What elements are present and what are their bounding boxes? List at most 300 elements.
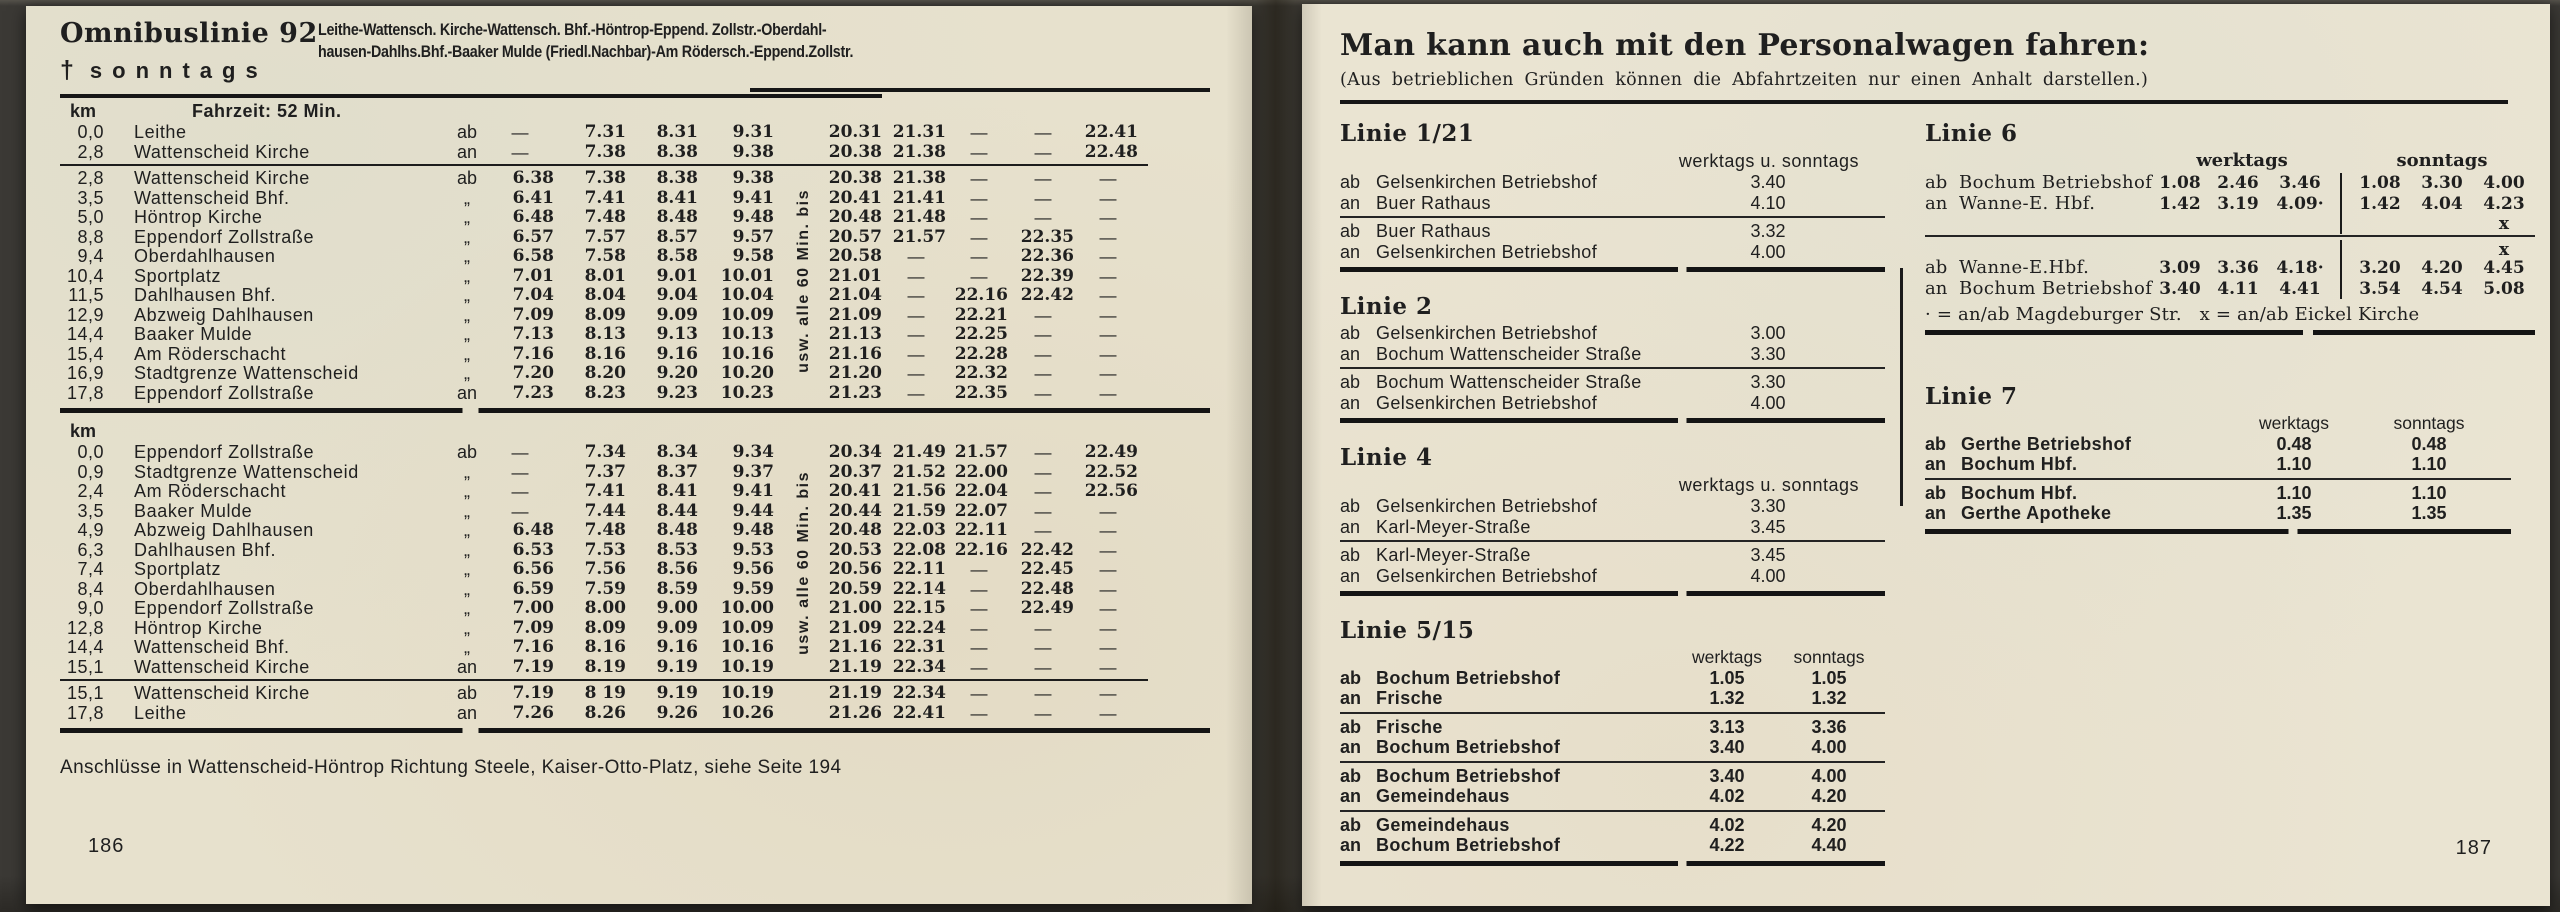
line-block bbox=[1340, 444, 1885, 596]
time-cell: — bbox=[1099, 618, 1117, 638]
time-cell: 8.19 bbox=[584, 656, 626, 677]
time-cell: 4.23 bbox=[2483, 193, 2525, 214]
time-cell: 22.35 bbox=[954, 382, 1008, 403]
direction-marker: „ bbox=[464, 324, 470, 344]
time-cell: 20.58 bbox=[828, 246, 882, 266]
direction-marker: „ bbox=[464, 226, 470, 247]
time-cell: 21.16 bbox=[828, 637, 882, 657]
table-row bbox=[1340, 815, 1885, 836]
table-row bbox=[1340, 344, 1885, 365]
time-cell: 21.57 bbox=[892, 226, 946, 247]
route-line-1: Leithe-Wattensch. Kirche-Wattensch. Bhf.-Höntrop-Eppend. Zollstr.-Oberdahl- bbox=[318, 20, 827, 39]
direction-marker: an bbox=[1340, 343, 1361, 364]
time-cell: — bbox=[1099, 286, 1117, 305]
group-divider bbox=[1925, 478, 2511, 480]
footnote: · = an/ab Magdeburger Str. x = an/ab Eickel Kirche bbox=[1925, 304, 2420, 325]
time-cell: 7.38 bbox=[584, 141, 626, 162]
time-cell: 9.16 bbox=[656, 343, 698, 364]
station-name: Wanne-E. Hbf. bbox=[1959, 192, 2096, 214]
time-cell: 0.48 bbox=[2411, 433, 2447, 454]
direction-marker: ab bbox=[456, 683, 478, 703]
station-name: Wattenscheid Kirche bbox=[134, 141, 310, 162]
km-value: 6,3 bbox=[77, 539, 104, 560]
time-cell: 4.04 bbox=[2421, 193, 2463, 214]
time-cell: 10.23 bbox=[720, 382, 774, 403]
time-cell: 3.30 bbox=[1750, 372, 1786, 392]
time-cell: — bbox=[1099, 227, 1117, 247]
table-row bbox=[60, 482, 1252, 502]
time-cell: — bbox=[1034, 383, 1052, 403]
timetable-section bbox=[60, 420, 1252, 723]
time-cell: — bbox=[907, 305, 925, 325]
time-cell: 9.09 bbox=[656, 617, 698, 638]
time-cell: 4.54 bbox=[2421, 278, 2463, 299]
table-row bbox=[1340, 766, 1885, 787]
time-cell: 8.20 bbox=[584, 363, 626, 383]
time-cell: 2.46 bbox=[2217, 173, 2259, 193]
timetable-block bbox=[60, 443, 1252, 677]
time-cell: — bbox=[907, 383, 925, 403]
time-cell: — bbox=[1099, 579, 1117, 599]
time-cell: 21.38 bbox=[892, 168, 946, 188]
table-row bbox=[1340, 737, 1885, 758]
time-cell: 22.41 bbox=[892, 702, 946, 723]
time-cell: — bbox=[1099, 684, 1117, 703]
time-cell: 4.00 bbox=[2483, 173, 2525, 193]
station-name: Baaker Mulde bbox=[134, 324, 253, 344]
km-value: 11,5 bbox=[68, 285, 104, 305]
time-cell: 20.44 bbox=[828, 500, 882, 521]
time-cell: 8.44 bbox=[656, 500, 698, 521]
sonntags-label bbox=[60, 56, 312, 85]
km-value: 16,9 bbox=[66, 363, 104, 383]
time-cell: 9.26 bbox=[656, 702, 698, 723]
time-cell: 1.10 bbox=[2276, 482, 2312, 503]
km-value: 8,4 bbox=[77, 578, 104, 599]
time-cell: 7.37 bbox=[584, 461, 626, 482]
station-name: Wattenscheid Bhf. bbox=[134, 637, 290, 657]
time-cell: — bbox=[970, 579, 988, 599]
time-cell: 21.19 bbox=[828, 683, 882, 703]
table-row bbox=[60, 638, 1252, 658]
time-cell: 22.24 bbox=[892, 617, 946, 638]
time-cell: — bbox=[907, 364, 925, 383]
heavy-divider bbox=[1340, 861, 1885, 866]
section-divider bbox=[60, 408, 1210, 413]
km-value: 3,5 bbox=[77, 500, 104, 521]
time-cell: 21.09 bbox=[828, 617, 882, 638]
table-row bbox=[1340, 668, 1885, 689]
time-cell: — bbox=[1034, 123, 1052, 142]
time-cell: 3.45 bbox=[1750, 545, 1786, 565]
time-cell: — bbox=[1099, 188, 1117, 208]
station-name: Oberdahlhausen bbox=[134, 246, 276, 266]
time-cell: 8.34 bbox=[656, 442, 698, 462]
time-cell: 7.20 bbox=[512, 363, 554, 383]
divider-segment bbox=[60, 94, 882, 98]
station-name: Gerthe Apotheke bbox=[1961, 503, 2112, 523]
station-name: Eppendorf Zollstraße bbox=[134, 382, 315, 403]
heavy-divider bbox=[1925, 330, 2535, 335]
time-cell: 10.09 bbox=[720, 617, 774, 638]
time-cell: — bbox=[1099, 638, 1117, 657]
time-cell: 1.32 bbox=[1811, 688, 1847, 708]
station-name: Abzweig Dahlhausen bbox=[134, 304, 314, 325]
time-cell: 7.56 bbox=[584, 559, 626, 579]
direction-marker: ab bbox=[1340, 172, 1361, 192]
direction-marker: ab bbox=[1340, 765, 1362, 786]
time-cell: 21.26 bbox=[828, 702, 882, 723]
group-divider bbox=[1340, 810, 1885, 812]
direction-marker: „ bbox=[464, 539, 470, 560]
time-cell: 7.48 bbox=[584, 520, 626, 540]
km-value: 15,1 bbox=[66, 656, 104, 677]
time-cell: — bbox=[511, 462, 529, 482]
direction-marker: ab bbox=[456, 122, 478, 142]
time-cell: — bbox=[1099, 383, 1117, 403]
time-cell: 22.25 bbox=[954, 324, 1008, 344]
empty-cell bbox=[2267, 214, 2333, 234]
time-cell: 3.00 bbox=[1750, 323, 1786, 343]
station-name: Gelsenkirchen Betriebshof bbox=[1376, 392, 1598, 413]
table-row bbox=[60, 541, 1252, 561]
rotated-note bbox=[782, 454, 826, 671]
time-cell: 4.22 bbox=[1709, 835, 1745, 855]
table-row bbox=[60, 560, 1252, 580]
km-value: 5,0 bbox=[77, 207, 104, 227]
station-name: Gelsenkirchen Betriebshof bbox=[1376, 565, 1598, 586]
station-name: Bochum Betriebshof bbox=[1376, 737, 1561, 757]
table-row bbox=[60, 208, 1252, 228]
page-right bbox=[1302, 4, 2550, 906]
title-block bbox=[60, 18, 318, 85]
time-cell: 8.23 bbox=[584, 382, 626, 403]
header-divider bbox=[1340, 100, 2508, 104]
time-cell: — bbox=[970, 123, 988, 142]
time-cell: 4.40 bbox=[1811, 835, 1847, 855]
time-cell: 7.04 bbox=[512, 285, 554, 305]
station-name: Wattenscheid Kirche bbox=[134, 683, 310, 703]
station-name: Bochum Hbf. bbox=[1961, 454, 2078, 474]
table-row bbox=[60, 384, 1252, 404]
direction-marker: „ bbox=[464, 559, 470, 579]
direction-marker: an bbox=[1925, 454, 1947, 474]
time-cell: 21.23 bbox=[828, 382, 882, 403]
time-cell: 20.34 bbox=[828, 442, 882, 462]
time-cell: 21.04 bbox=[828, 285, 882, 305]
table-row bbox=[1925, 454, 2511, 475]
table-row bbox=[60, 684, 1252, 704]
werktags-header: werktags bbox=[1691, 647, 1763, 667]
km-header bbox=[60, 420, 1252, 443]
group-divider bbox=[1340, 216, 1885, 218]
spacer bbox=[1340, 647, 1376, 668]
time-cell: 8.16 bbox=[584, 637, 626, 657]
station-name: Gelsenkirchen Betriebshof bbox=[1376, 241, 1598, 262]
time-cell: 20.38 bbox=[828, 141, 882, 162]
time-cell: 1.05 bbox=[1709, 667, 1745, 688]
time-cell: 6.48 bbox=[512, 207, 554, 227]
time-cell: 1.35 bbox=[2411, 503, 2447, 523]
line-title: Linie 5/15 bbox=[1340, 617, 1475, 644]
time-cell: 22.16 bbox=[954, 539, 1008, 560]
time-cell: 7.09 bbox=[512, 304, 554, 325]
direction-marker: „ bbox=[464, 343, 470, 364]
time-cell: 9.00 bbox=[656, 598, 698, 618]
time-cell: 20.38 bbox=[828, 168, 882, 188]
table-row bbox=[1925, 279, 2535, 300]
time-cell: 4.18· bbox=[2276, 258, 2324, 278]
time-cell: — bbox=[1034, 208, 1052, 227]
table-row bbox=[60, 228, 1252, 248]
km-value: 0,9 bbox=[77, 461, 104, 482]
time-cell: — bbox=[1034, 638, 1052, 657]
sonntags-header: sonntags bbox=[1793, 647, 1865, 667]
time-cell: 8.09 bbox=[584, 304, 626, 325]
direction-marker: „ bbox=[464, 461, 470, 482]
direction-marker: ab bbox=[1340, 221, 1361, 241]
time-cell: — bbox=[1099, 247, 1117, 266]
line-title: Linie 4 bbox=[1340, 444, 1433, 471]
time-cell: 1.10 bbox=[2276, 454, 2312, 474]
x-marker-row bbox=[1925, 240, 2535, 258]
line-block bbox=[1925, 383, 2511, 534]
time-cell: 22.41 bbox=[1084, 122, 1138, 142]
time-cell: 4.11 bbox=[2217, 278, 2259, 299]
table-row bbox=[1340, 786, 1885, 807]
time-cell: 22.39 bbox=[1020, 265, 1074, 286]
station-name: Buer Rathaus bbox=[1376, 221, 1491, 241]
time-cell: 20.53 bbox=[828, 539, 882, 560]
direction-marker: „ bbox=[464, 637, 470, 657]
time-cell: 7.19 bbox=[512, 656, 554, 677]
table-row bbox=[1925, 194, 2535, 215]
time-cell: 3.36 bbox=[1811, 716, 1847, 737]
station-name: Wattenscheid Kirche bbox=[134, 168, 310, 188]
station-name: Bochum Betriebshof bbox=[1376, 765, 1561, 786]
time-cell: 9.38 bbox=[732, 168, 774, 188]
time-cell: — bbox=[1034, 703, 1052, 723]
table-row bbox=[1340, 393, 1885, 414]
time-cell: — bbox=[907, 286, 925, 305]
table-row bbox=[60, 521, 1252, 541]
time-cell: 4.00 bbox=[1811, 765, 1847, 786]
station-name: Baaker Mulde bbox=[134, 500, 253, 521]
time-cell: 10.19 bbox=[720, 683, 774, 703]
km-value: 15,4 bbox=[66, 343, 104, 364]
direction-marker: „ bbox=[464, 363, 470, 383]
line-block bbox=[1340, 120, 1885, 272]
heavy-divider bbox=[1925, 529, 2511, 534]
time-cell: 7.13 bbox=[512, 324, 554, 344]
empty-cell bbox=[2151, 214, 2209, 234]
time-cell: — bbox=[1034, 305, 1052, 325]
station-name: Bochum Betriebshof bbox=[1376, 667, 1561, 688]
time-cell: 22.49 bbox=[1084, 442, 1138, 462]
time-cell: — bbox=[1099, 657, 1117, 677]
direction-marker: ab bbox=[1340, 545, 1361, 565]
time-cell: 3.45 bbox=[1750, 516, 1786, 537]
time-cell: 1.10 bbox=[2411, 454, 2447, 474]
time-cell: — bbox=[970, 560, 988, 579]
time-cell: 20.56 bbox=[828, 559, 882, 579]
station-name: Stadtgrenze Wattenscheid bbox=[134, 363, 359, 383]
spacer bbox=[1925, 413, 1961, 434]
time-cell: 9.31 bbox=[732, 122, 774, 142]
time-cell: 9.38 bbox=[732, 141, 774, 162]
page-left bbox=[26, 6, 1252, 904]
table-row bbox=[1340, 717, 1885, 738]
page-title: Omnibuslinie 92 bbox=[60, 18, 318, 49]
empty-cell bbox=[2209, 240, 2267, 260]
time-cell: 8.41 bbox=[656, 187, 698, 208]
sonntags-header: sonntags bbox=[2393, 413, 2465, 433]
time-cell: 22.31 bbox=[892, 637, 946, 657]
left-page-header bbox=[60, 18, 1252, 85]
direction-marker: an bbox=[1340, 786, 1362, 806]
time-cell: 10.04 bbox=[720, 285, 774, 305]
time-cell: 22.48 bbox=[1084, 141, 1138, 162]
time-cell: 6.56 bbox=[512, 559, 554, 579]
km-value: 9,0 bbox=[77, 598, 104, 618]
direction-marker: an bbox=[1340, 392, 1361, 413]
heavy-divider bbox=[1340, 418, 1885, 423]
direction-marker: „ bbox=[464, 578, 470, 599]
werktags-header: werktags bbox=[2258, 413, 2330, 433]
time-cell: 8.48 bbox=[656, 207, 698, 227]
km-value: 17,8 bbox=[66, 382, 104, 403]
werktags-header: werktags bbox=[2196, 150, 2288, 171]
time-cell: — bbox=[970, 142, 988, 162]
time-cell: 4.00 bbox=[1750, 392, 1786, 413]
time-cell: 1.10 bbox=[2411, 482, 2447, 503]
time-cell: 9.58 bbox=[732, 246, 774, 266]
group-divider bbox=[1925, 235, 2535, 237]
time-cell: 9.44 bbox=[732, 500, 774, 521]
direction-marker: ab bbox=[1340, 372, 1361, 392]
time-cell: — bbox=[970, 703, 988, 723]
direction-marker: ab bbox=[1925, 172, 1948, 193]
time-cell: — bbox=[1099, 540, 1117, 560]
time-cell: 9.41 bbox=[732, 481, 774, 501]
table-row bbox=[1340, 835, 1885, 856]
time-cell: 3.36 bbox=[2217, 258, 2259, 278]
time-cell: 7.26 bbox=[512, 702, 554, 723]
time-cell: — bbox=[1034, 443, 1052, 462]
time-cell: 1.42 bbox=[2359, 193, 2401, 214]
km-value: 2,8 bbox=[77, 141, 104, 162]
time-cell: — bbox=[1099, 169, 1117, 188]
time-cell: 4.00 bbox=[1750, 241, 1786, 262]
table-row bbox=[1340, 517, 1885, 538]
time-cell: — bbox=[1099, 560, 1117, 579]
time-cell: 4.00 bbox=[1811, 737, 1847, 757]
time-cell: 7.38 bbox=[584, 168, 626, 188]
time-cell: 21.01 bbox=[828, 265, 882, 286]
empty-cell bbox=[1959, 214, 2151, 234]
divider-segment bbox=[750, 88, 1210, 92]
time-cell: — bbox=[907, 247, 925, 266]
station-name: Bochum Wattenscheider Straße bbox=[1376, 372, 1642, 392]
km-value: 17,8 bbox=[66, 702, 104, 723]
station-name: Gelsenkirchen Betriebshof bbox=[1376, 496, 1598, 516]
time-cell: — bbox=[1099, 599, 1117, 618]
time-cell: 7.58 bbox=[584, 246, 626, 266]
time-cell: — bbox=[970, 169, 988, 188]
timetable bbox=[60, 100, 1252, 733]
timetable-block bbox=[60, 123, 1252, 162]
time-cell: 8.09 bbox=[584, 617, 626, 638]
group-divider-bar bbox=[2340, 194, 2349, 215]
group-divider-bar bbox=[2340, 258, 2349, 279]
line-column-right bbox=[1925, 120, 2535, 887]
time-cell: 22.04 bbox=[954, 481, 1008, 501]
time-cell: 7.00 bbox=[512, 598, 554, 618]
time-cell: 9.04 bbox=[656, 285, 698, 305]
time-cell: 6.48 bbox=[512, 520, 554, 540]
direction-marker: „ bbox=[464, 285, 470, 305]
time-cell: 22.48 bbox=[1020, 578, 1074, 599]
table-row bbox=[60, 658, 1252, 678]
time-cell: 22.52 bbox=[1084, 461, 1138, 482]
time-cell: — bbox=[970, 618, 988, 638]
direction-marker: „ bbox=[464, 304, 470, 325]
time-cell: 21.00 bbox=[828, 598, 882, 618]
km-value: 12,8 bbox=[66, 617, 104, 638]
time-cell: 7.19 bbox=[512, 683, 554, 703]
time-cell: — bbox=[1099, 325, 1117, 344]
time-cell: — bbox=[1034, 482, 1052, 501]
direction-marker: an bbox=[1340, 688, 1362, 708]
time-cell: — bbox=[907, 344, 925, 364]
station-name: Sportplatz bbox=[134, 265, 222, 286]
direction-marker: „ bbox=[464, 520, 470, 540]
time-cell: 3.20 bbox=[2359, 258, 2401, 278]
time-cell: 4.10 bbox=[1750, 192, 1786, 213]
time-cell: — bbox=[511, 123, 529, 142]
time-cell: 9.57 bbox=[732, 226, 774, 247]
empty-cell bbox=[2411, 240, 2473, 260]
time-cell: 8.58 bbox=[656, 246, 698, 266]
km-value: 14,4 bbox=[66, 637, 104, 657]
time-cell: 8.48 bbox=[656, 520, 698, 540]
time-cell: 22.15 bbox=[892, 598, 946, 618]
time-cell: — bbox=[1034, 364, 1052, 383]
time-cell: 22.34 bbox=[892, 683, 946, 703]
time-cell: — bbox=[970, 599, 988, 618]
station-name: Am Röderschacht bbox=[134, 481, 287, 501]
table-row bbox=[60, 286, 1252, 306]
empty-cell bbox=[2267, 240, 2333, 260]
time-cell: 7.01 bbox=[512, 265, 554, 286]
direction-marker: ab bbox=[1340, 323, 1361, 343]
time-cell: — bbox=[907, 325, 925, 344]
station-name: Karl-Meyer-Straße bbox=[1376, 516, 1531, 537]
direction-marker: ab bbox=[1340, 716, 1362, 737]
time-cell: — bbox=[1034, 657, 1052, 677]
time-cell: — bbox=[1034, 618, 1052, 638]
time-cell: 7.23 bbox=[512, 382, 554, 403]
group-divider bbox=[1340, 712, 1885, 714]
time-cell: — bbox=[970, 208, 988, 227]
direction-marker: an bbox=[456, 141, 478, 162]
time-cell: — bbox=[1099, 703, 1117, 723]
table-row bbox=[60, 267, 1252, 287]
time-cell: 22.32 bbox=[954, 363, 1008, 383]
direction-marker: an bbox=[1925, 192, 1948, 214]
km-value: 3,5 bbox=[77, 187, 104, 208]
spacer bbox=[1961, 413, 2235, 434]
